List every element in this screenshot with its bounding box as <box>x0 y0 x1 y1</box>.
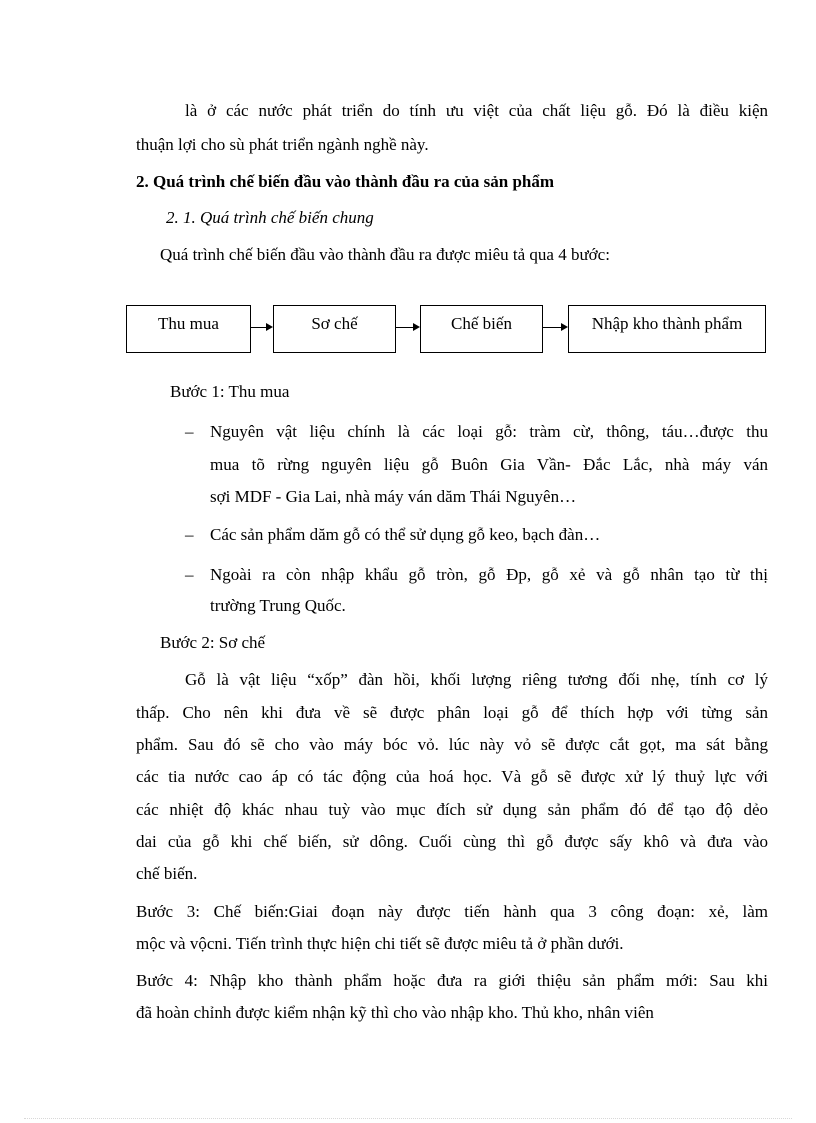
step3-line-2: mộc và vộcni. Tiến trình thực hiện chi tiết sẽ được miêu tả ở phần dưới. <box>136 934 624 953</box>
flow-arrow-2 <box>396 327 420 329</box>
step2-line-2: thấp. Cho nên khi đưa về sẽ được phân loại gỗ để thích hợp với từng sản <box>136 703 768 722</box>
bullet-dash: – <box>185 525 194 544</box>
bullet-1-line-1: Nguyên vật liệu chính là các loại gỗ: tràm cừ, thông, táu…được thu <box>210 422 768 441</box>
bullet-3-line-1: Ngoài ra còn nhập khẩu gỗ tròn, gỗ Đp, gỗ xẻ và gỗ nhân tạo từ thị <box>210 565 768 584</box>
intro-line-2: thuận lợi cho sù phát triển ngành nghề này. <box>136 135 429 154</box>
bullet-3-line-2: trường Trung Quốc. <box>210 596 346 615</box>
process-intro: Quá trình chế biến đầu vào thành đầu ra được miêu tả qua 4 bước: <box>160 245 610 264</box>
flow-arrow-1 <box>251 327 273 329</box>
page-bottom-rule <box>24 1118 792 1119</box>
flow-step-purchase: Thu mua <box>126 305 251 353</box>
step3-line-1: Bước 3: Chế biến:Giai đoạn này được tiến hành qua 3 công đoạn: xẻ, làm <box>136 902 768 921</box>
step2-line-5: các nhiệt độ khác nhau tuỳ vào mục đích sử dụng sản phẩm đó để tạo độ dẻo <box>136 800 768 819</box>
step2-line-4: các tia nước cao áp có tác động của hoá học. Và gỗ sẽ được xử lý thuỷ lực với <box>136 767 768 786</box>
intro-line-1: là ở các nước phát triển do tính ưu việt của chất liệu gỗ. Đó là điều kiện <box>185 101 768 120</box>
flow-step-warehouse: Nhập kho thành phẩm <box>568 305 766 353</box>
flow-arrow-3 <box>543 327 568 329</box>
step2-line-7: chế biến. <box>136 864 198 883</box>
step2-line-3: phẩm. Sau đó sẽ cho vào máy bóc vỏ. lúc này vỏ sẽ được cắt gọt, ma sát bằng <box>136 735 768 754</box>
bullet-2-line-1: Các sản phẩm dăm gỗ có thể sử dụng gỗ keo, bạch đàn… <box>210 525 601 544</box>
step2-line-1: Gỗ là vật liệu “xốp” đàn hồi, khối lượng riêng tương đối nhẹ, tính cơ lý <box>185 670 768 689</box>
section-heading: 2. Quá trình chế biến đầu vào thành đầu ra của sản phẩm <box>136 172 555 191</box>
step4-line-2: đã hoàn chỉnh được kiểm nhận kỹ thì cho vào nhập kho. Thủ kho, nhân viên <box>136 1003 654 1022</box>
step2-title: Bước 2: Sơ chế <box>160 633 266 652</box>
step4-line-1: Bước 4: Nhập kho thành phẩm hoặc đưa ra giới thiệu sản phẩm mới: Sau khi <box>136 971 768 990</box>
bullet-1-line-2: mua tõ rừng nguyên liệu gỗ Buôn Gia Vần- Đắc Lắc, nhà máy ván <box>210 455 768 474</box>
subsection-heading: 2. 1. Quá trình chế biến chung <box>166 208 374 227</box>
step1-title: Bước 1: Thu mua <box>170 382 290 401</box>
flow-step-preprocess: Sơ chế <box>273 305 396 353</box>
bullet-dash: – <box>185 565 194 584</box>
bullet-dash: – <box>185 422 194 441</box>
flow-step-processing: Chế biến <box>420 305 543 353</box>
bullet-1-line-3: sợi MDF - Gia Lai, nhà máy ván dăm Thái Nguyên… <box>210 487 577 506</box>
step2-line-6: dai của gỗ khi chế biến, sử dông. Cuối cùng thì gỗ được sấy khô và đưa vào <box>136 832 768 851</box>
